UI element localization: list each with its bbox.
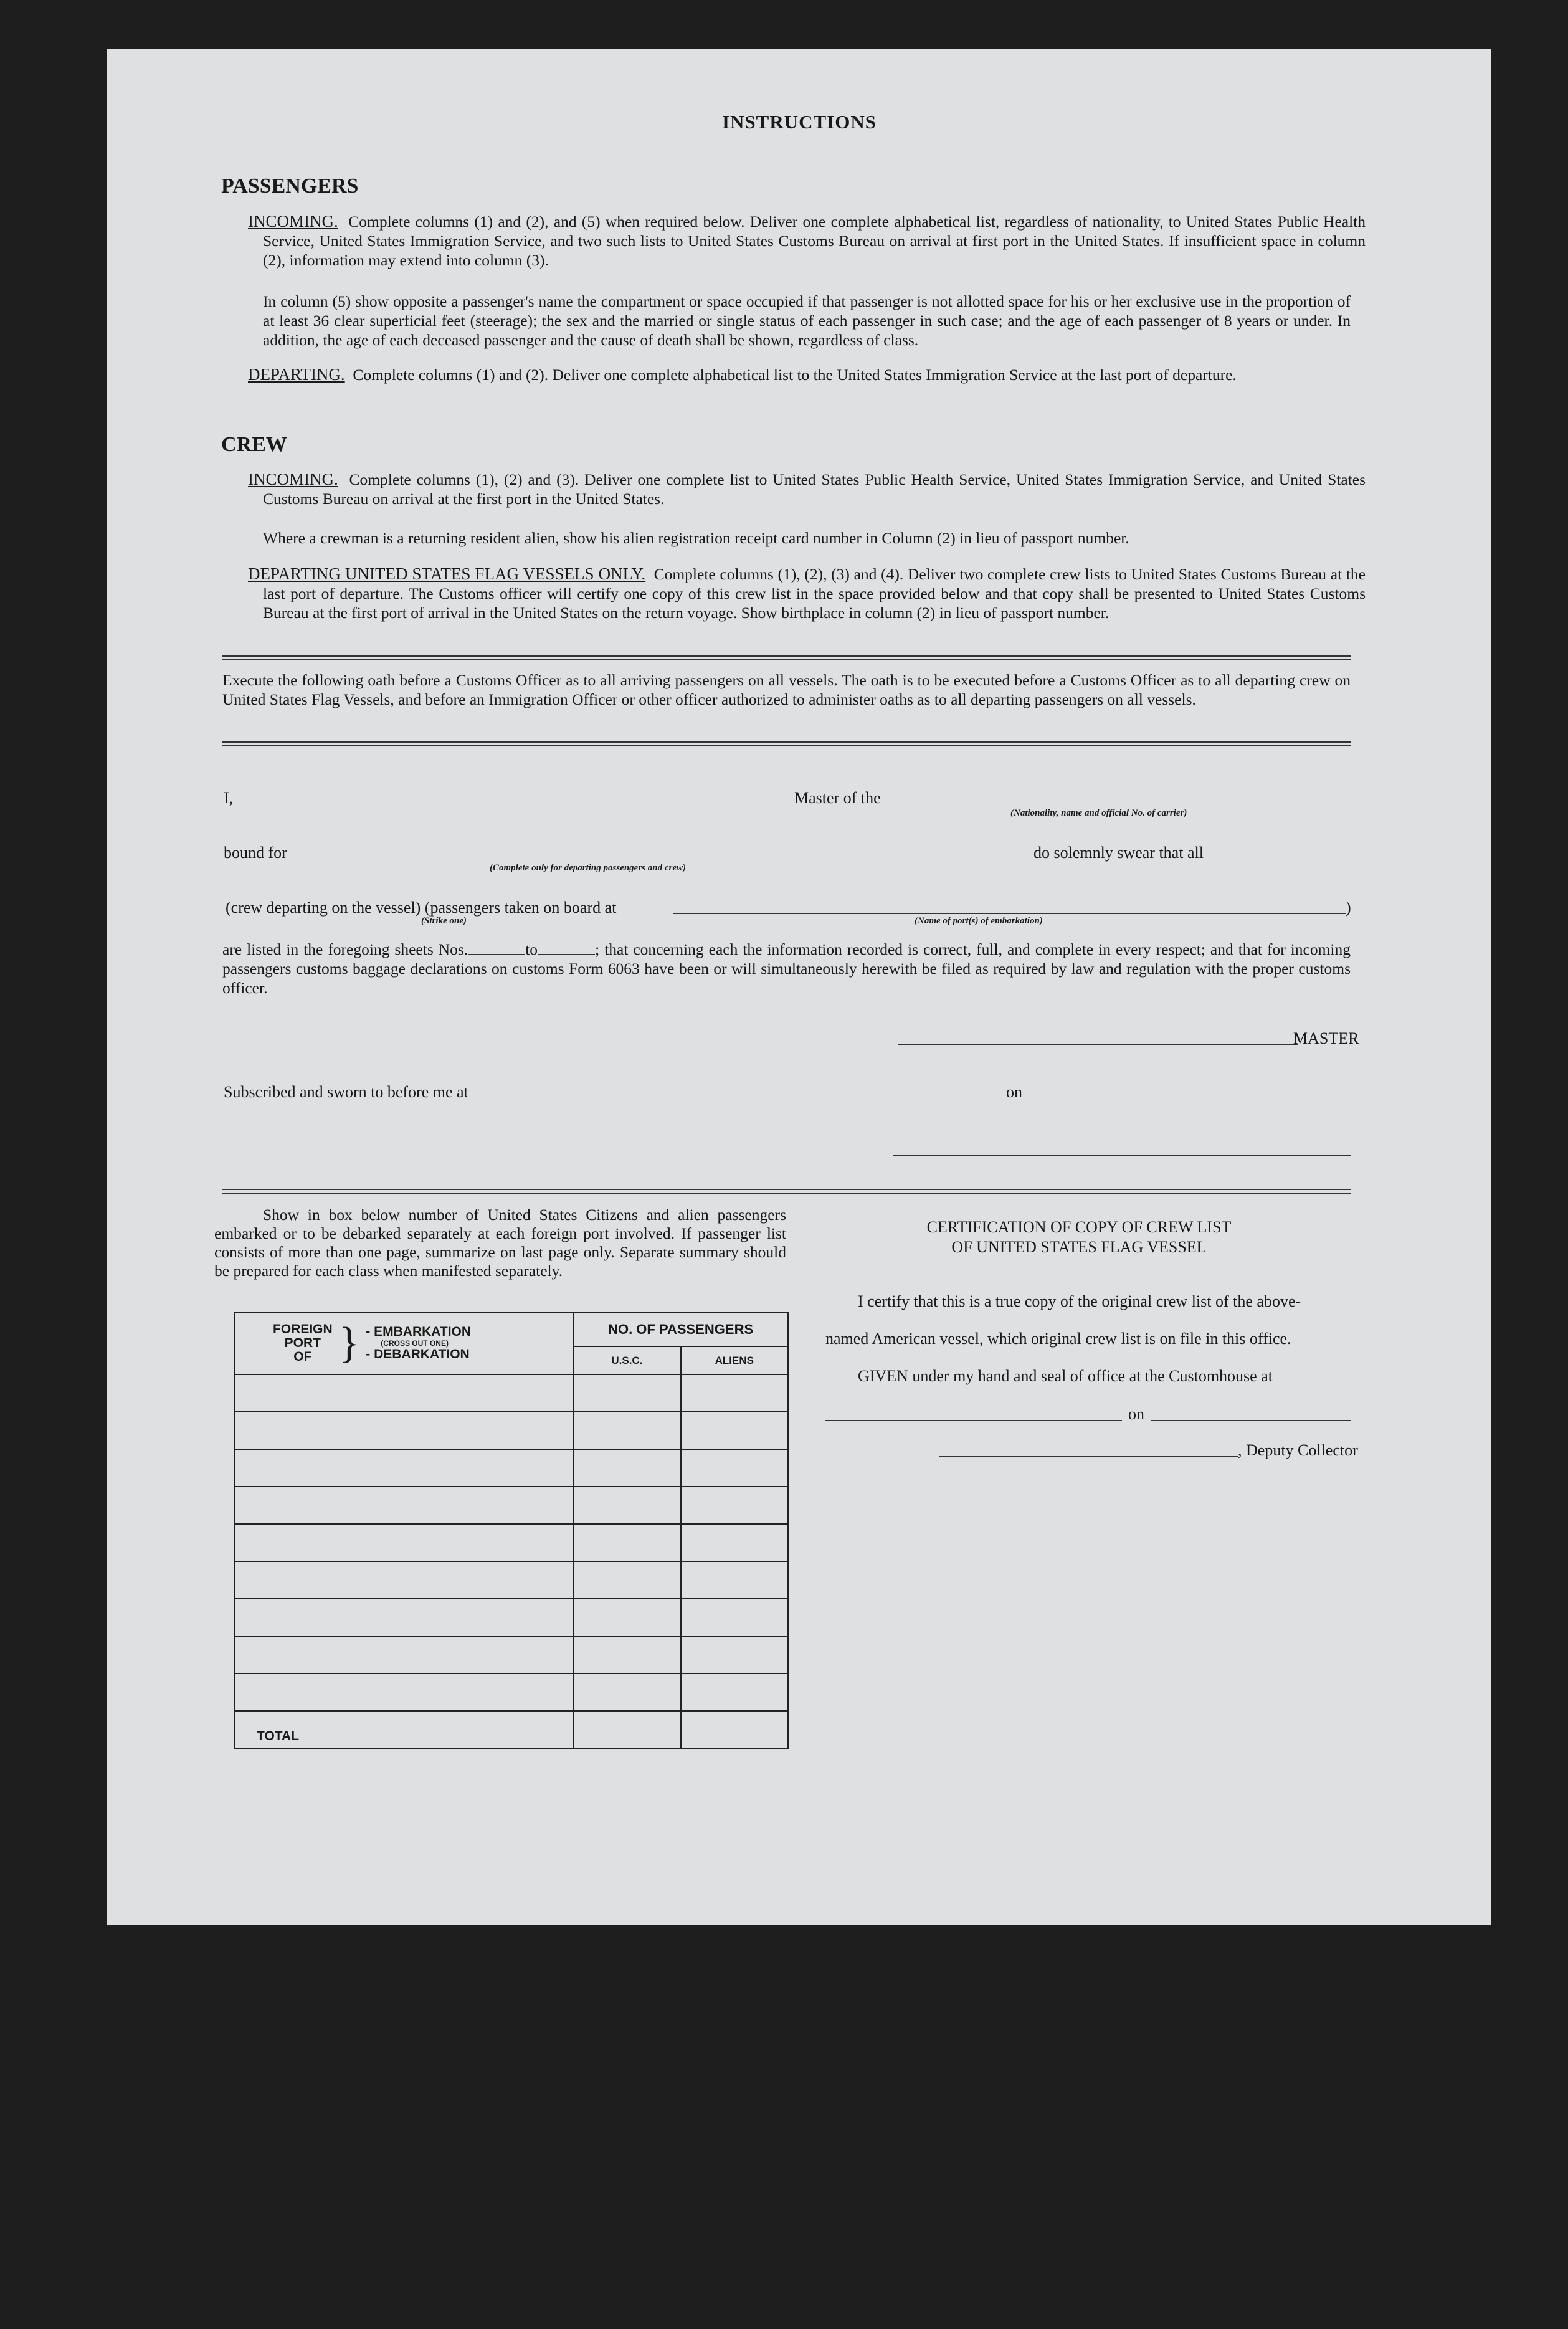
port-cell[interactable]: [235, 1561, 573, 1599]
sworn-on-label: on: [1006, 1083, 1022, 1101]
aliens-cell[interactable]: [681, 1374, 788, 1412]
crew-departing-lead: DEPARTING UNITED STATES FLAG VESSELS ONLY.: [248, 564, 646, 583]
embarkation-port-field[interactable]: [673, 913, 1346, 914]
section-divider: [222, 741, 1351, 746]
cross-out-label: (CROSS OUT ONE): [381, 1339, 449, 1348]
passenger-summary-table: [234, 1312, 789, 1749]
passengers-incoming-paragraph: [248, 212, 1366, 270]
aliens-cell[interactable]: [681, 1449, 788, 1487]
certification-heading-line1: CERTIFICATION OF COPY OF CREW LIST: [926, 1218, 1232, 1236]
port-cell[interactable]: [235, 1599, 573, 1636]
port-cell[interactable]: [235, 1636, 573, 1674]
usc-cell[interactable]: [573, 1524, 680, 1561]
crew-heading: CREW: [221, 433, 287, 456]
usc-cell[interactable]: [573, 1599, 680, 1636]
usc-cell[interactable]: [573, 1487, 680, 1524]
aliens-cell[interactable]: [681, 1561, 788, 1599]
aliens-cell[interactable]: [681, 1412, 788, 1449]
crew-departing-label: (crew departing on the vessel) (passengers taken on board at: [226, 898, 617, 917]
crew-incoming-paragraph: [248, 470, 1366, 508]
master-signature-line[interactable]: [898, 1044, 1298, 1045]
debarkation-label: - DEBARKATION: [366, 1347, 470, 1361]
passengers-departing-lead: DEPARTING.: [248, 365, 345, 384]
crew-departing-text: Complete columns (1), (2), (3) and (4). Deliver two complete crew lists to United States Customs Bureau at the last port of departure. The Customs officer will certify one copy of this crew list in the space provided below and that copy shall be presented to United States Customs Bureau at the first port of arrival in the United States on the return voyage. Show birthplace in column (2) in lieu of passport number.: [263, 565, 1366, 622]
usc-cell[interactable]: [573, 1374, 680, 1412]
certify-line1: I certify that this is a true copy of the original crew list of the above-: [858, 1292, 1301, 1310]
aliens-cell[interactable]: [681, 1524, 788, 1561]
oath-instruction-paragraph: Execute the following oath before a Customs Officer as to all arriving passengers on all vessels. The oath is to be executed before a Customs Officer as to all departing crew on United States Flag Vessels, and before an Immigration Officer or other officer authorized to administer oaths as to all departing passengers on all vessels.: [222, 671, 1351, 708]
crew-departing-paragraph: [248, 564, 1366, 622]
master-label: MASTER: [1293, 1029, 1359, 1047]
section-divider: [222, 1189, 1351, 1194]
port-header-cell: [235, 1312, 573, 1374]
deputy-collector-signature-line[interactable]: [939, 1456, 1238, 1457]
foreign-label: FOREIGN: [273, 1322, 333, 1336]
certification-date-field[interactable]: [1151, 1420, 1351, 1421]
crew-incoming-text: Complete columns (1), (2) and (3). Deliver one complete list to United States Public Health Service, United States Immigration Service, and United States Customs Bureau on arrival at the first port in the United States.: [263, 470, 1366, 508]
no-of-passengers-header: NO. OF PASSENGERS: [573, 1312, 788, 1346]
passengers-incoming-lead: INCOMING.: [248, 212, 338, 231]
aliens-cell[interactable]: [681, 1636, 788, 1674]
usc-cell[interactable]: [573, 1674, 680, 1711]
section-divider: [222, 655, 1351, 660]
total-label: TOTAL: [235, 1711, 573, 1748]
usc-total-cell[interactable]: [573, 1711, 680, 1748]
aliens-total-cell[interactable]: [681, 1711, 788, 1748]
officer-signature-line[interactable]: [893, 1155, 1351, 1156]
aliens-cell[interactable]: [681, 1487, 788, 1524]
port-label: PORT: [284, 1336, 321, 1350]
embarkation-label: - EMBARKATION: [366, 1325, 472, 1339]
document-page: [107, 49, 1491, 1925]
certification-heading: [824, 1217, 1334, 1257]
listed-paragraph: [222, 940, 1351, 998]
embarkation-caption: (Name of port(s) of embarkation): [915, 916, 1043, 926]
port-cell[interactable]: [235, 1374, 573, 1412]
brace-glyph: }: [338, 1319, 360, 1367]
deputy-collector-label: , Deputy Collector: [1238, 1441, 1358, 1459]
swear-label: do solemnly swear that all: [1033, 844, 1204, 862]
port-cell[interactable]: [235, 1674, 573, 1711]
bound-for-caption: (Complete only for departing passengers and crew): [490, 863, 686, 873]
listed-rest-text: ; that concerning each the information recorded is correct, full, and complete in every respect; and that for incoming passengers customs baggage declarations on customs Form 6063 have been or will simultaneously herewith be filed as required by law and regulation with the proper customs officer.: [222, 940, 1351, 997]
sheet-from-field[interactable]: [468, 954, 525, 955]
oath-i-label: I,: [224, 789, 234, 807]
bound-for-label: bound for: [224, 844, 287, 862]
sheet-to-field[interactable]: [538, 954, 595, 955]
certify-line2: named American vessel, which original crew list is on file in this office.: [825, 1330, 1291, 1348]
strike-one-caption: (Strike one): [421, 916, 467, 926]
subscribed-label: Subscribed and sworn to before me at: [224, 1083, 468, 1101]
aliens-cell[interactable]: [681, 1674, 788, 1711]
passengers-departing-paragraph: [248, 365, 1366, 384]
aliens-header: ALIENS: [681, 1346, 788, 1374]
of-label: OF: [293, 1350, 312, 1364]
usc-cell[interactable]: [573, 1636, 680, 1674]
aliens-cell[interactable]: [681, 1599, 788, 1636]
port-cell[interactable]: [235, 1487, 573, 1524]
listed-text: are listed in the foregoing sheets Nos.: [222, 940, 468, 958]
master-of-label: Master of the: [794, 789, 881, 807]
to-label: to: [525, 940, 538, 958]
close-paren: ): [1346, 898, 1351, 917]
port-cell[interactable]: [235, 1412, 573, 1449]
passengers-column5-paragraph: In column (5) show opposite a passenger's name the compartment or space occupied if that passenger is not allotted space for his or her exclusive use in the proportion of at least 36 clear superficial feet (steerage); the sex and the married or single status of each passenger in such case; and the age of each passenger of 8 years or under. In addition, the age of each deceased passenger and the cause of death shall be shown, regardless of class.: [263, 292, 1351, 349]
port-cell[interactable]: [235, 1524, 573, 1561]
summary-note: Show in box below number of United States Citizens and alien passengers embarked or to be debarked separately at each foreign port involved. If passenger list consists of more than one page, summarize on last page only. Separate summary should be prepared for each class when manifested separately.: [214, 1206, 786, 1280]
certification-heading-line2: OF UNITED STATES FLAG VESSEL: [951, 1238, 1207, 1256]
given-text: GIVEN under my hand and seal of office at the Customhouse at: [858, 1367, 1273, 1385]
certification-on-label: on: [1128, 1405, 1144, 1423]
passengers-heading: PASSENGERS: [221, 174, 359, 198]
passengers-incoming-text: Complete columns (1) and (2), and (5) when required below. Deliver one complete alphabetical list, regardless of nationality, to United States Public Health Service, United States Immigration Service, and two such lists to United States Customs Bureau on arrival at first port in the United States. If insufficient space in column (2), information may extend into column (3).: [263, 212, 1366, 269]
usc-header: U.S.C.: [573, 1346, 680, 1374]
crew-resident-paragraph: Where a crewman is a returning resident alien, show his alien registration receipt card number in Column (2) in lieu of passport number.: [263, 529, 1129, 547]
passengers-departing-text: Complete columns (1) and (2). Deliver one complete alphabetical list to the United States Immigration Service at the last port of departure.: [353, 366, 1237, 384]
port-cell[interactable]: [235, 1449, 573, 1487]
customhouse-field[interactable]: [825, 1420, 1122, 1421]
carrier-caption: (Nationality, name and official No. of carrier): [1010, 808, 1187, 818]
crew-incoming-lead: INCOMING.: [248, 470, 338, 488]
page-title: INSTRUCTIONS: [721, 111, 877, 133]
usc-cell[interactable]: [573, 1449, 680, 1487]
usc-cell[interactable]: [573, 1412, 680, 1449]
usc-cell[interactable]: [573, 1561, 680, 1599]
